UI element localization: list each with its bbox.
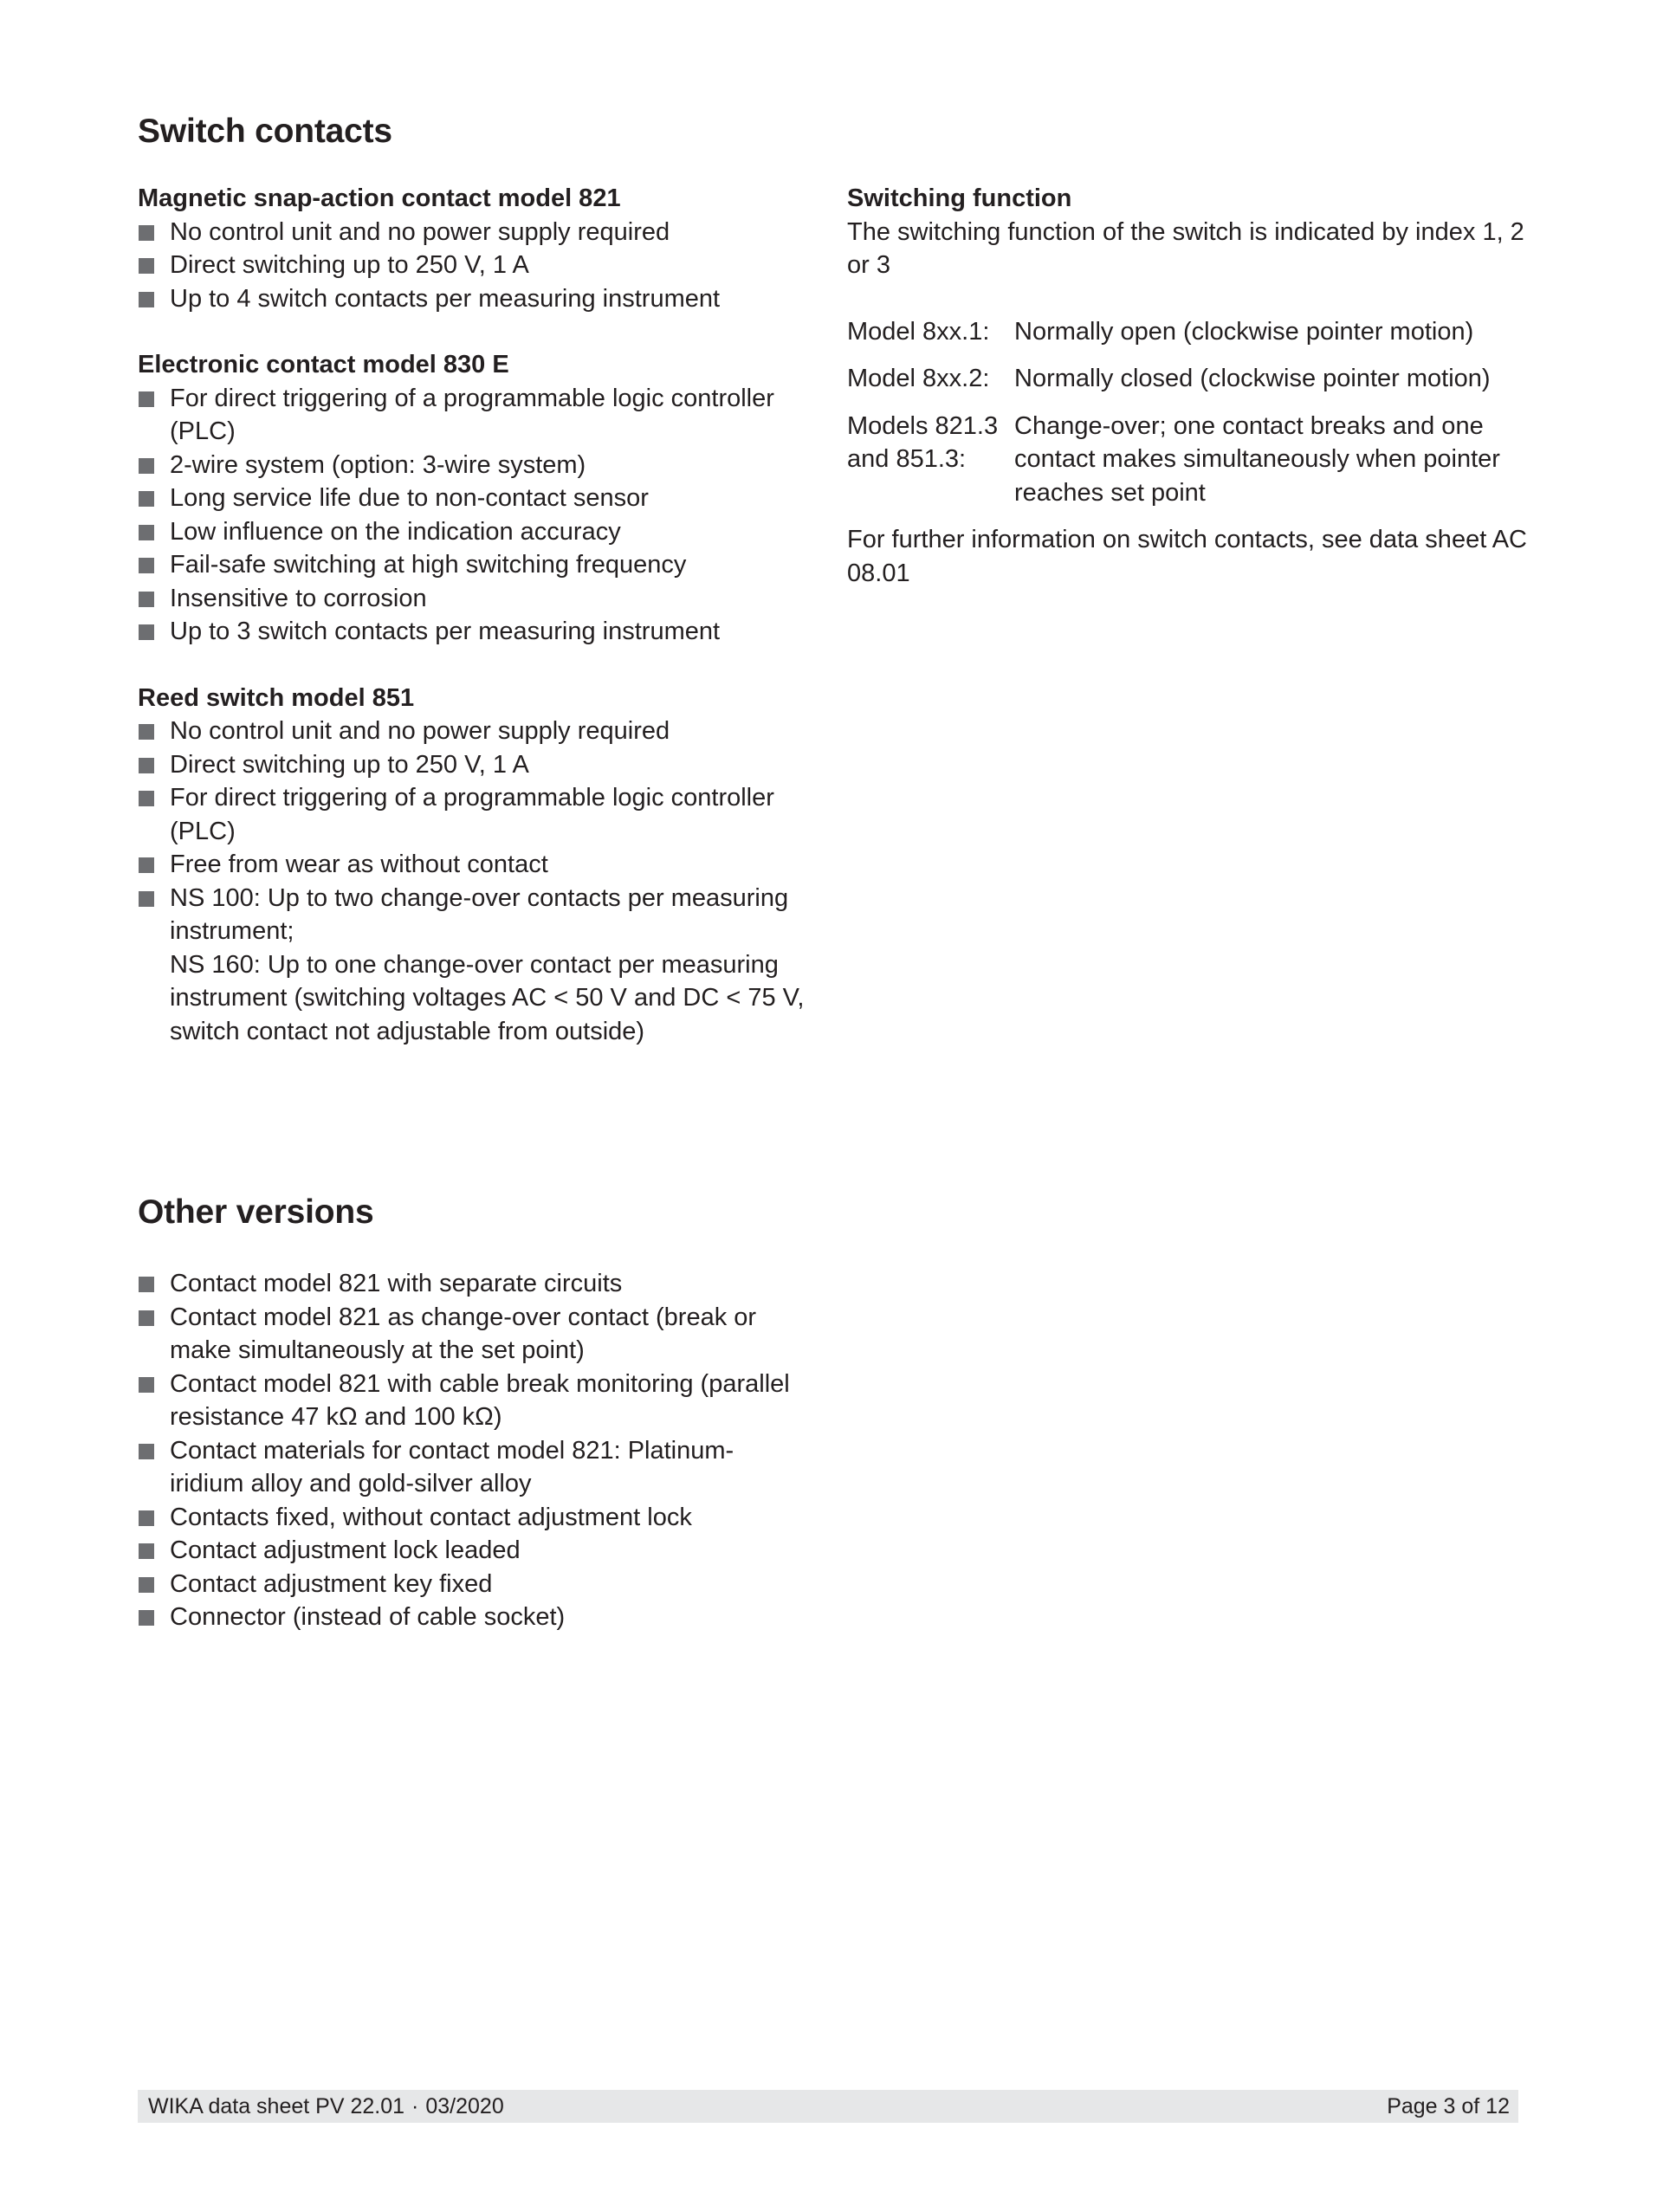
list-item <box>138 249 805 282</box>
list-item-text: Contact adjustment lock leaded <box>170 1536 521 1564</box>
list-item-text: NS 100: Up to two change-over contacts per measuring instrument; <box>170 883 789 945</box>
list-item <box>138 382 805 449</box>
square-bullet-icon <box>139 724 154 740</box>
list-item-text: For direct triggering of a programmable logic controller (PLC) <box>170 384 774 445</box>
list-item-text: For direct triggering of a programmable logic controller (PLC) <box>170 784 774 845</box>
square-bullet-icon <box>139 624 154 640</box>
list-item <box>138 615 805 649</box>
section-title-other-versions: Other versions <box>138 1193 374 1231</box>
square-bullet-icon <box>139 1543 154 1559</box>
list-item-text: Free from wear as without contact <box>170 851 548 878</box>
footer-page-number: Page 3 of 12 <box>1387 2094 1510 2118</box>
bullet-list <box>138 382 805 649</box>
subheading: Electronic contact model 830 E <box>138 351 509 378</box>
square-bullet-icon <box>139 1277 154 1292</box>
footer-date: 03/2020 <box>425 2094 504 2118</box>
subheading: Reed switch model 851 <box>138 683 415 712</box>
list-item <box>138 1568 805 1601</box>
list-item <box>138 715 805 748</box>
contact-group-851 <box>138 682 805 1049</box>
table-row <box>847 362 1531 396</box>
square-bullet-icon <box>139 391 154 407</box>
list-item-text: No control unit and no power supply required <box>170 717 670 745</box>
footer-document-info <box>148 2090 504 2123</box>
list-item <box>138 216 805 249</box>
table-row <box>847 410 1531 510</box>
list-item-text: Contact model 821 with cable break monitoring (parallel resistance 47 kΩ and 100 kΩ) <box>170 1369 790 1431</box>
square-bullet-icon <box>139 891 154 907</box>
square-bullet-icon <box>139 458 154 474</box>
list-item <box>138 515 805 549</box>
page-footer <box>138 2090 1518 2123</box>
square-bullet-icon <box>139 1310 154 1326</box>
description-cell: Change-over; one contact breaks and one contact makes simultaneously when pointer reaches set point <box>1014 411 1500 507</box>
list-item <box>138 748 805 782</box>
square-bullet-icon <box>139 592 154 607</box>
bullet-list <box>138 216 805 316</box>
square-bullet-icon <box>139 1577 154 1593</box>
list-item-text: 2-wire system (option: 3-wire system) <box>170 450 586 479</box>
list-item-text: Insensitive to corrosion <box>170 584 427 612</box>
list-item-text: Fail-safe switching at high switching frequency <box>170 551 687 579</box>
subheading: Magnetic snap-action contact model 821 <box>138 184 621 212</box>
description-cell: Normally open (clockwise pointer motion) <box>1014 317 1474 346</box>
list-item <box>138 582 805 616</box>
list-item <box>138 482 805 515</box>
square-bullet-icon <box>139 791 154 806</box>
list-item-text: Connector (instead of cable socket) <box>170 1603 566 1631</box>
square-bullet-icon <box>139 857 154 873</box>
square-bullet-icon <box>139 225 154 241</box>
list-item-text: Direct switching up to 250 V, 1 A <box>170 251 529 279</box>
square-bullet-icon <box>139 292 154 307</box>
switching-function-column <box>847 182 1531 590</box>
list-item <box>138 781 805 848</box>
list-item <box>138 848 805 882</box>
list-item-text: Contact model 821 with separate circuits <box>170 1270 623 1297</box>
bullet-list <box>138 1267 805 1634</box>
square-bullet-icon <box>139 491 154 507</box>
footer-separator: · <box>411 2094 419 2118</box>
list-item-text: Long service life due to non-contact sensor <box>170 484 649 512</box>
switch-contacts-column <box>138 182 805 1081</box>
other-versions-column <box>138 1267 805 1634</box>
list-item <box>138 1534 805 1568</box>
square-bullet-icon <box>139 1610 154 1626</box>
list-item-text: Direct switching up to 250 V, 1 A <box>170 750 529 779</box>
contact-group-821 <box>138 182 805 315</box>
list-item <box>138 1301 805 1368</box>
list-item <box>138 1267 805 1301</box>
square-bullet-icon <box>139 1510 154 1526</box>
list-item <box>138 1501 805 1535</box>
switching-function-table <box>847 315 1531 510</box>
list-item-text: Contact materials for contact model 821: Platinum-iridium alloy and gold-silver alloy <box>170 1436 734 1497</box>
square-bullet-icon <box>139 258 154 274</box>
list-item-text: Low influence on the indication accuracy <box>170 517 621 546</box>
model-cell: Model 8xx.1: <box>847 317 990 346</box>
subheading: Switching function <box>847 184 1072 212</box>
list-item <box>138 1368 805 1434</box>
table-row <box>847 315 1531 349</box>
model-cell: Models 821.3 and 851.3: <box>847 411 999 473</box>
square-bullet-icon <box>139 525 154 540</box>
footer-document-name: WIKA data sheet PV 22.01 <box>148 2094 405 2118</box>
list-item-text: Contacts fixed, without contact adjustment lock <box>170 1503 692 1531</box>
square-bullet-icon <box>139 1377 154 1393</box>
list-item-text: Contact adjustment key fixed <box>170 1569 493 1598</box>
square-bullet-icon <box>139 558 154 573</box>
list-item-text: Up to 3 switch contacts per measuring instrument <box>170 618 721 645</box>
list-item-text: Contact model 821 as change-over contact (break or make simultaneously at the set point) <box>170 1303 757 1364</box>
list-item-text: No control unit and no power supply required <box>170 217 670 246</box>
list-item-text: NS 160: Up to one change-over contact per measuring instrument (switching voltages AC < 50 V and DC < 75 V, switch contact not adjustable from outside) <box>170 950 805 1045</box>
contact-group-830e <box>138 348 805 649</box>
model-cell: Model 8xx.2: <box>847 365 990 392</box>
list-item <box>138 449 805 482</box>
bullet-list <box>138 715 805 1048</box>
further-info-text: For further information on switch contacts, see data sheet AC 08.01 <box>847 526 1527 587</box>
list-item <box>138 282 805 316</box>
switching-function-intro: The switching function of the switch is indicated by index 1, 2 or 3 <box>847 217 1524 279</box>
description-cell: Normally closed (clockwise pointer motion) <box>1014 365 1491 392</box>
list-item <box>138 882 805 1049</box>
list-item <box>138 1434 805 1501</box>
square-bullet-icon <box>139 1444 154 1459</box>
list-item-text: Up to 4 switch contacts per measuring instrument <box>170 284 721 313</box>
section-title-switch-contacts: Switch contacts <box>138 113 392 150</box>
square-bullet-icon <box>139 758 154 773</box>
list-item <box>138 1601 805 1634</box>
list-item <box>138 548 805 582</box>
